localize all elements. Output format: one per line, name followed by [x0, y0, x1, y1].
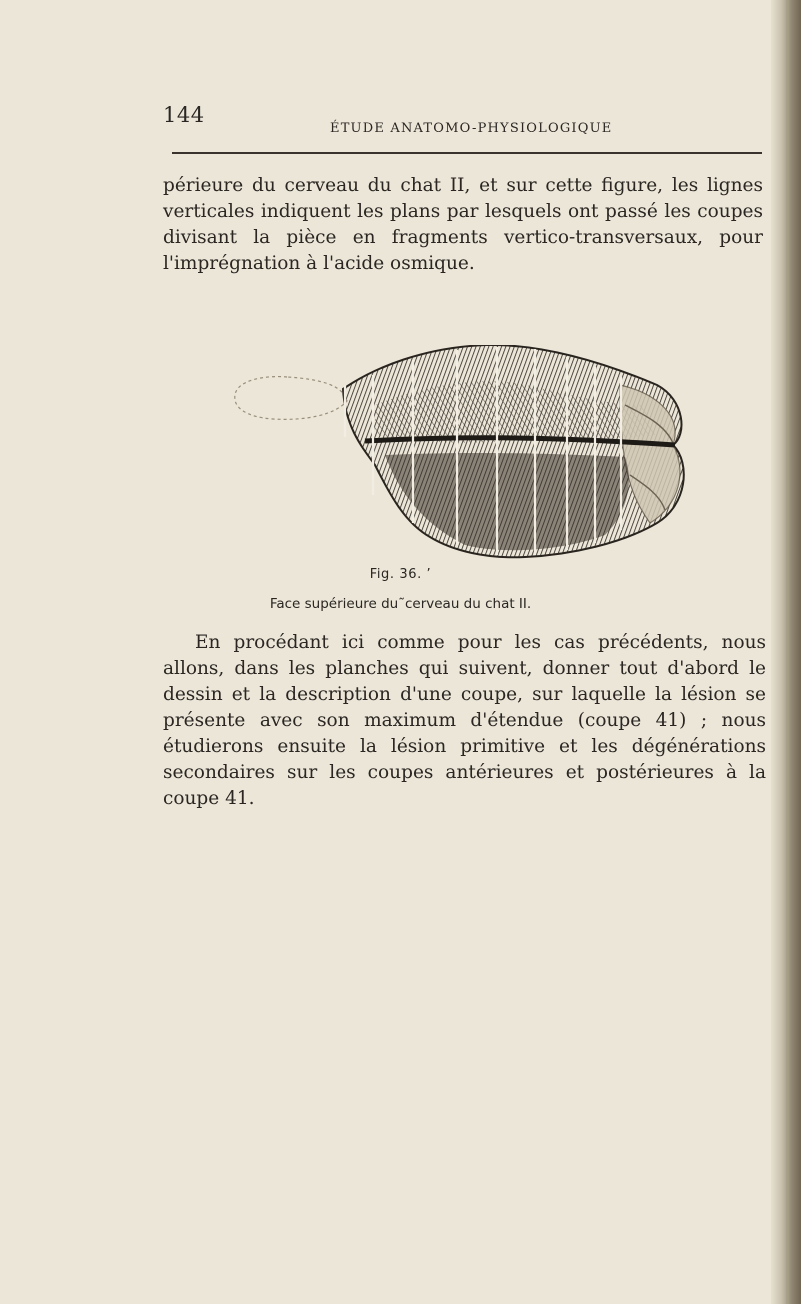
- paragraph-2-text: En procédant ici comme pour les cas précédents, nous allons, dans les planches qui suivent, donner tout d'abord le dessin et la description d'une coupe, sur laquelle la lésion se présente avec son maximum d'étendue (coupe 41) ; nous étudierons ensuite la lésion primitive et les dégénérations secondaires sur les coupes antérieures et postérieures à la coupe 41.: [163, 632, 766, 809]
- running-head: ÉTUDE ANATOMO-PHYSIOLOGIQUE: [330, 121, 613, 136]
- figure-caption: Face supérieure du˜cerveau du chat II.: [269, 596, 532, 612]
- brain-hemispheres: [343, 345, 684, 557]
- figure-brain-illustration: [225, 345, 695, 560]
- figure-label: Fig. 36. ’: [369, 567, 432, 582]
- header-rule: [172, 152, 762, 154]
- paragraph-1: périeure du cerveau du chat II, et sur cette figure, les lignes verticales indiquent les plans par lesquels ont passé les coupes divisant la pièce en fragments vertico-transversaux, pour l'imprégnation à l'acide osmique.: [163, 175, 763, 274]
- page-edge-line: [786, 0, 789, 1304]
- page-number: 144: [163, 103, 205, 127]
- anterior-outline: [235, 377, 347, 420]
- paragraph-2: [163, 630, 766, 812]
